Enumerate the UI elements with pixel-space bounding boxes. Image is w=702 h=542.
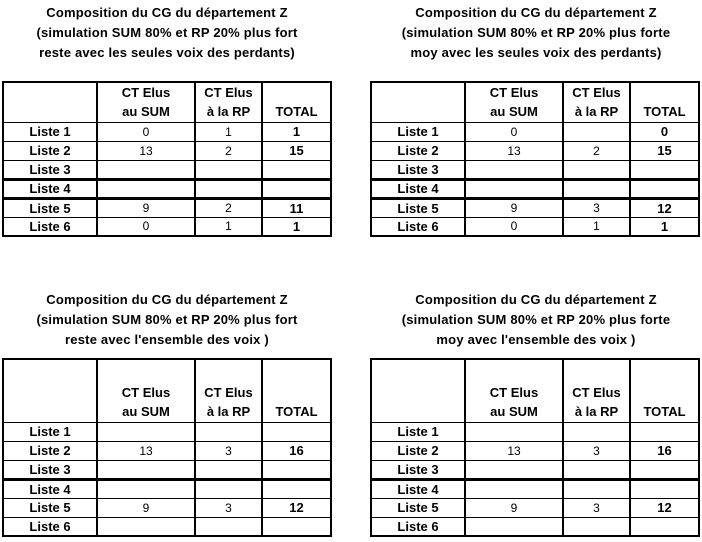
- table-row: [371, 460, 699, 479]
- title-line: Composition du CG du département Z: [46, 5, 288, 20]
- row-label: Liste 4: [3, 179, 97, 198]
- cell-total: [630, 422, 699, 441]
- header-line: TOTAL: [643, 403, 686, 419]
- header-line: à la RP: [206, 103, 251, 119]
- cell-total: 16: [262, 441, 331, 460]
- table-row: [3, 479, 331, 498]
- title-line: Composition du CG du département Z: [415, 292, 657, 307]
- row-label: Liste 2: [3, 141, 97, 160]
- header-ct-elus-rp: [195, 82, 262, 122]
- table-row: [371, 479, 699, 498]
- title-line: reste avec les seules voix des perdants): [39, 45, 295, 60]
- cell-total: 1: [630, 217, 699, 236]
- cell-sum: [465, 517, 563, 536]
- composition-table-fort-reste-perdants: [2, 81, 332, 237]
- corner-cell: [371, 359, 465, 422]
- row-label: Liste 3: [371, 160, 465, 179]
- header-line: à la RP: [206, 403, 251, 419]
- header-line: au SUM: [122, 103, 170, 119]
- cell-total: 0: [630, 122, 699, 141]
- title-line: (simulation SUM 80% et RP 20% plus fort: [36, 312, 298, 327]
- quadrant-bottom-left: [0, 287, 351, 537]
- table-row: [371, 498, 699, 517]
- cell-sum: 9: [465, 498, 563, 517]
- row-label: Liste 6: [3, 217, 97, 236]
- quadrant-top-left: [0, 0, 351, 237]
- table-row: [371, 441, 699, 460]
- composition-table-fort-reste-ensemble: [2, 358, 332, 537]
- cell-sum: 9: [97, 498, 195, 517]
- header-line: à la RP: [574, 103, 619, 119]
- table-title: [0, 287, 334, 350]
- row-label: Liste 4: [3, 479, 97, 498]
- row-label: Liste 4: [371, 179, 465, 198]
- table-row: [371, 517, 699, 536]
- cell-total: [630, 160, 699, 179]
- cell-sum: [97, 160, 195, 179]
- cell-rp: 2: [195, 198, 262, 217]
- cell-total: 15: [262, 141, 331, 160]
- row-label: Liste 1: [3, 422, 97, 441]
- cell-total: 12: [630, 198, 699, 217]
- table-row: [3, 141, 331, 160]
- cell-total: 1: [262, 122, 331, 141]
- cell-sum: 13: [97, 141, 195, 160]
- header-line: au SUM: [490, 103, 538, 119]
- table-row: [371, 179, 699, 198]
- table-row: [3, 198, 331, 217]
- cell-rp: 3: [195, 498, 262, 517]
- title-line: (simulation SUM 80% et RP 20% plus forte: [401, 312, 671, 327]
- cell-total: 16: [630, 441, 699, 460]
- table-row: [371, 160, 699, 179]
- cell-sum: 0: [97, 217, 195, 236]
- cell-total: [262, 179, 331, 198]
- table-row: [371, 122, 699, 141]
- cell-total: [262, 479, 331, 498]
- cell-sum: 9: [97, 198, 195, 217]
- row-label: Liste 2: [3, 441, 97, 460]
- cell-sum: [97, 460, 195, 479]
- cell-rp: 3: [195, 441, 262, 460]
- table-row: [3, 441, 331, 460]
- table-title: [0, 0, 334, 63]
- table-row: [371, 141, 699, 160]
- cell-sum: [465, 179, 563, 198]
- cell-sum: [97, 479, 195, 498]
- cell-total: 1: [262, 217, 331, 236]
- header-line: CT Elus: [204, 84, 253, 100]
- cell-sum: 0: [465, 122, 563, 141]
- corner-cell: [371, 82, 465, 122]
- cell-sum: [97, 179, 195, 198]
- cell-rp: [563, 122, 630, 141]
- table-row: [3, 517, 331, 536]
- row-label: Liste 5: [3, 198, 97, 217]
- cell-sum: 13: [465, 141, 563, 160]
- header-row: [3, 82, 331, 122]
- table-row: [371, 422, 699, 441]
- cell-total: [630, 479, 699, 498]
- header-ct-elus-sum: [465, 82, 563, 122]
- row-label: Liste 5: [371, 198, 465, 217]
- header-line: CT Elus: [572, 84, 621, 100]
- row-label: Liste 6: [371, 517, 465, 536]
- cell-rp: 3: [563, 198, 630, 217]
- cell-rp: [195, 422, 262, 441]
- quadrant-top-right: [351, 0, 702, 237]
- table-row: [3, 217, 331, 236]
- cell-sum: 0: [465, 217, 563, 236]
- cell-rp: [195, 179, 262, 198]
- cell-rp: [195, 160, 262, 179]
- row-label: Liste 6: [3, 517, 97, 536]
- cell-total: 12: [630, 498, 699, 517]
- header-row: [3, 359, 331, 422]
- cell-sum: [97, 517, 195, 536]
- cell-rp: 1: [195, 217, 262, 236]
- table-title: [369, 287, 702, 350]
- title-line: Composition du CG du département Z: [415, 5, 657, 20]
- header-line: CT Elus: [121, 84, 171, 100]
- cell-total: [262, 422, 331, 441]
- composition-table-forte-moy-perdants: [370, 81, 700, 237]
- cell-total: 15: [630, 141, 699, 160]
- cell-total: [630, 517, 699, 536]
- cell-total: [630, 179, 699, 198]
- cell-rp: 3: [563, 498, 630, 517]
- table-row: [3, 498, 331, 517]
- cell-total: [262, 517, 331, 536]
- composition-table-forte-moy-ensemble: [370, 358, 700, 537]
- row-label: Liste 5: [371, 498, 465, 517]
- cell-rp: 2: [195, 141, 262, 160]
- cell-rp: [195, 460, 262, 479]
- cell-rp: 1: [195, 122, 262, 141]
- header-line: TOTAL: [275, 403, 318, 419]
- cell-rp: 2: [563, 141, 630, 160]
- header-row: [371, 82, 699, 122]
- table-row: [3, 160, 331, 179]
- title-line: reste avec l'ensemble des voix ): [65, 332, 269, 347]
- title-line: moy avec les seules voix des perdants): [410, 45, 662, 60]
- cell-rp: 3: [563, 441, 630, 460]
- row-label: Liste 6: [371, 217, 465, 236]
- header-total: [262, 359, 331, 422]
- quadrant-bottom-right: [351, 287, 702, 537]
- cell-sum: [465, 160, 563, 179]
- cell-rp: [563, 517, 630, 536]
- row-label: Liste 3: [3, 160, 97, 179]
- cell-sum: 9: [465, 198, 563, 217]
- header-row: [371, 359, 699, 422]
- row-label: Liste 3: [371, 460, 465, 479]
- header-total: [630, 82, 699, 122]
- cell-total: [262, 460, 331, 479]
- row-label: Liste 3: [3, 460, 97, 479]
- header-ct-elus-sum: [465, 359, 563, 422]
- header-total: [630, 359, 699, 422]
- row-label: Liste 5: [3, 498, 97, 517]
- header-ct-elus-sum: [97, 359, 195, 422]
- table-row: [3, 179, 331, 198]
- header-line: TOTAL: [643, 103, 686, 119]
- header-line: TOTAL: [275, 103, 318, 119]
- table-row: [371, 198, 699, 217]
- row-label: Liste 2: [371, 141, 465, 160]
- header-line: CT Elus: [489, 84, 539, 100]
- row-label: Liste 2: [371, 441, 465, 460]
- row-label: Liste 4: [371, 479, 465, 498]
- header-line: CT Elus: [489, 384, 539, 400]
- cell-rp: [563, 460, 630, 479]
- row-label: Liste 1: [371, 122, 465, 141]
- cell-sum: [465, 460, 563, 479]
- header-line: au SUM: [122, 403, 170, 419]
- header-line: à la RP: [574, 403, 619, 419]
- header-line: au SUM: [490, 403, 538, 419]
- cell-rp: [195, 517, 262, 536]
- table-row: [3, 422, 331, 441]
- header-line: CT Elus: [121, 384, 171, 400]
- header-ct-elus-rp: [563, 359, 630, 422]
- header-total: [262, 82, 331, 122]
- header-ct-elus-sum: [97, 82, 195, 122]
- title-line: moy avec l'ensemble des voix ): [436, 332, 636, 347]
- cell-rp: [195, 479, 262, 498]
- table-title: [369, 0, 702, 63]
- cell-total: [262, 160, 331, 179]
- cell-sum: 13: [97, 441, 195, 460]
- header-line: CT Elus: [572, 384, 621, 400]
- cell-rp: [563, 160, 630, 179]
- table-row: [371, 217, 699, 236]
- cell-sum: [465, 479, 563, 498]
- cell-sum: [97, 422, 195, 441]
- row-label: Liste 1: [371, 422, 465, 441]
- title-line: Composition du CG du département Z: [46, 292, 288, 307]
- table-row: [3, 122, 331, 141]
- cell-total: 11: [262, 198, 331, 217]
- header-ct-elus-rp: [195, 359, 262, 422]
- header-line: CT Elus: [204, 384, 253, 400]
- cell-total: [630, 460, 699, 479]
- header-ct-elus-rp: [563, 82, 630, 122]
- table-row: [3, 460, 331, 479]
- title-line: (simulation SUM 80% et RP 20% plus forte: [401, 25, 671, 40]
- cell-rp: 1: [563, 217, 630, 236]
- cell-rp: [563, 422, 630, 441]
- cell-sum: 13: [465, 441, 563, 460]
- cell-sum: [465, 422, 563, 441]
- cell-sum: 0: [97, 122, 195, 141]
- cell-rp: [563, 179, 630, 198]
- cell-rp: [563, 479, 630, 498]
- cell-total: 12: [262, 498, 331, 517]
- corner-cell: [3, 82, 97, 122]
- row-label: Liste 1: [3, 122, 97, 141]
- title-line: (simulation SUM 80% et RP 20% plus fort: [36, 25, 298, 40]
- corner-cell: [3, 359, 97, 422]
